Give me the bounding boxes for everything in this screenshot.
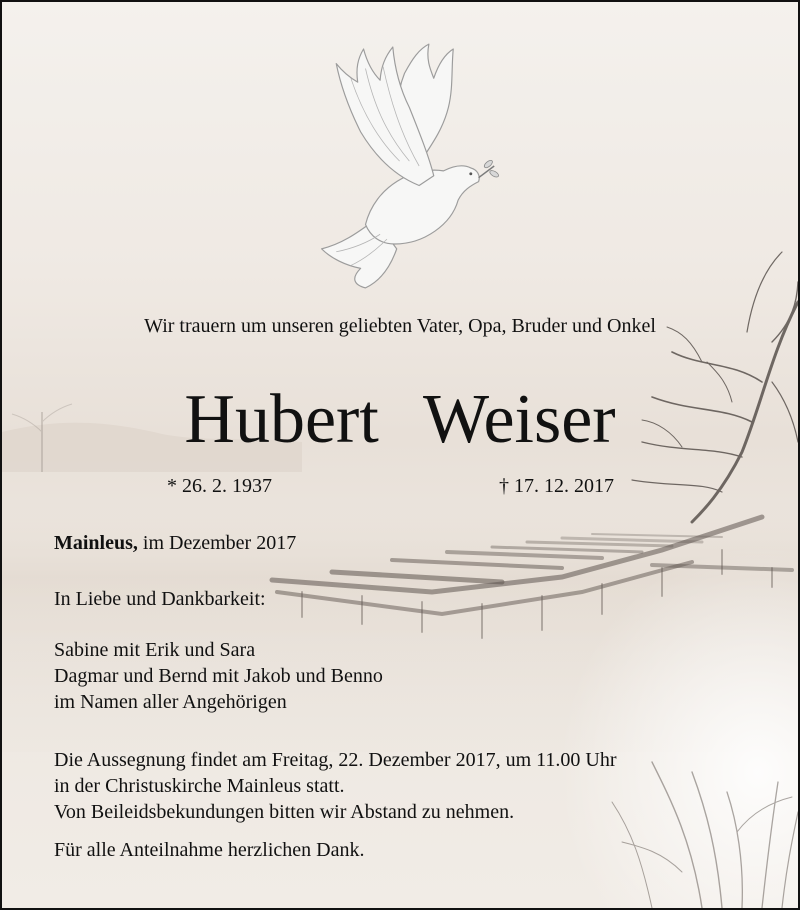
dove-icon: [307, 37, 502, 295]
death-date: † 17. 12. 2017: [499, 475, 614, 497]
place-name: Mainleus,: [54, 532, 138, 554]
family-line: Dagmar und Bernd mit Jakob und Benno: [54, 665, 383, 687]
place-date-line: [54, 532, 296, 555]
thanks-line: Für alle Anteilnahme herzlichen Dank.: [54, 839, 365, 861]
family-line: Sabine mit Erik und Sara: [54, 639, 256, 661]
birth-date: * 26. 2. 1937: [167, 475, 272, 497]
place-date: im Dezember 2017: [137, 532, 297, 554]
family-line: im Namen aller Angehörigen: [54, 691, 287, 713]
intro-line: Wir trauern um unseren geliebten Vater, Opa, Bruder und Onkel: [144, 315, 656, 337]
love-line: In Liebe und Dankbarkeit:: [54, 588, 266, 610]
deceased-name: Hubert Weiser: [184, 381, 616, 458]
funeral-line: Die Aussegnung findet am Freitag, 22. Dezember 2017, um 11.00 Uhr: [54, 749, 617, 771]
funeral-line: Von Beileidsbekundungen bitten wir Abstand zu nehmen.: [54, 801, 515, 823]
funeral-line: in der Christuskirche Mainleus statt.: [54, 775, 345, 797]
